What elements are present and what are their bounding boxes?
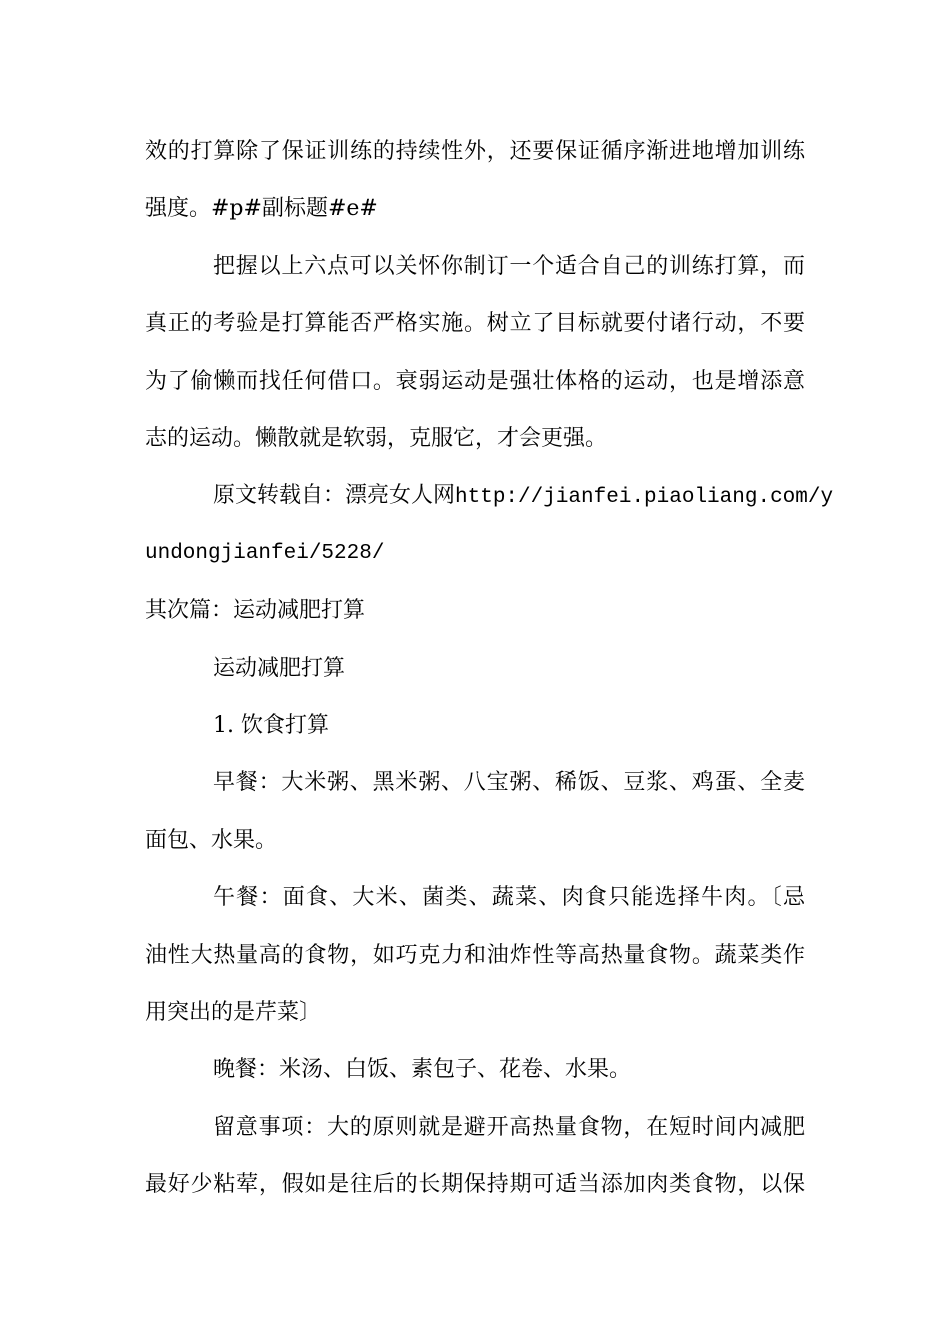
source-prefix: 原文转载自：漂亮女人网 xyxy=(213,483,456,508)
breakfast-line-2: 面包、水果。 xyxy=(145,828,278,853)
diet-heading: 1. 饮食打算 xyxy=(213,713,329,738)
dinner-line: 晚餐：米汤、白饭、素包子、花卷、水果。 xyxy=(213,1057,632,1082)
source-line-1 xyxy=(213,481,833,513)
paragraph-2-line-1: 把握以上六点可以关怀你制订一个适合自己的训练打算，而 xyxy=(213,254,805,279)
paragraph-2-line-3: 为了偷懒而找任何借口。衰弱运动是强壮体格的运动，也是增添意 xyxy=(145,369,805,394)
lunch-line-1: 午餐：面食、大米、菌类、蔬菜、肉食只能选择牛肉。〔忌 xyxy=(213,885,805,910)
lunch-line-2: 油性大热量高的食物，如巧克力和油炸性等高热量食物。蔬菜类作 xyxy=(145,943,805,968)
source-url-part-2[interactable]: undongjianfei/5228/ xyxy=(145,542,385,565)
paragraph-2-line-4: 志的运动。懒散就是软弱，克服它，才会更强。 xyxy=(145,426,608,451)
lunch-line-3: 用突出的是芹菜〕 xyxy=(145,1000,322,1025)
paragraph-1-line-1: 效的打算除了保证训练的持续性外，还要保证循序渐进地增加训练 xyxy=(145,139,805,164)
paragraph-1-line-2: 强度。#p#副标题#e# xyxy=(145,196,378,221)
breakfast-line-1: 早餐：大米粥、黑米粥、八宝粥、稀饭、豆浆、鸡蛋、全麦 xyxy=(213,770,805,795)
notes-line-2: 最好少粘荤，假如是往后的长期保持期可适当添加肉类食物，以保 xyxy=(145,1172,805,1197)
source-url-part-1[interactable]: http://jianfei.piaoliang.com/y xyxy=(455,486,834,509)
paragraph-2-line-2: 真正的考验是打算能否严格实施。树立了目标就要付诸行动，不要 xyxy=(145,311,805,336)
notes-line-1: 留意事项：大的原则就是避开高热量食物，在短时间内减肥 xyxy=(213,1115,805,1140)
section-title: 运动减肥打算 xyxy=(213,656,346,681)
section-heading: 其次篇：运动减肥打算 xyxy=(145,598,366,623)
